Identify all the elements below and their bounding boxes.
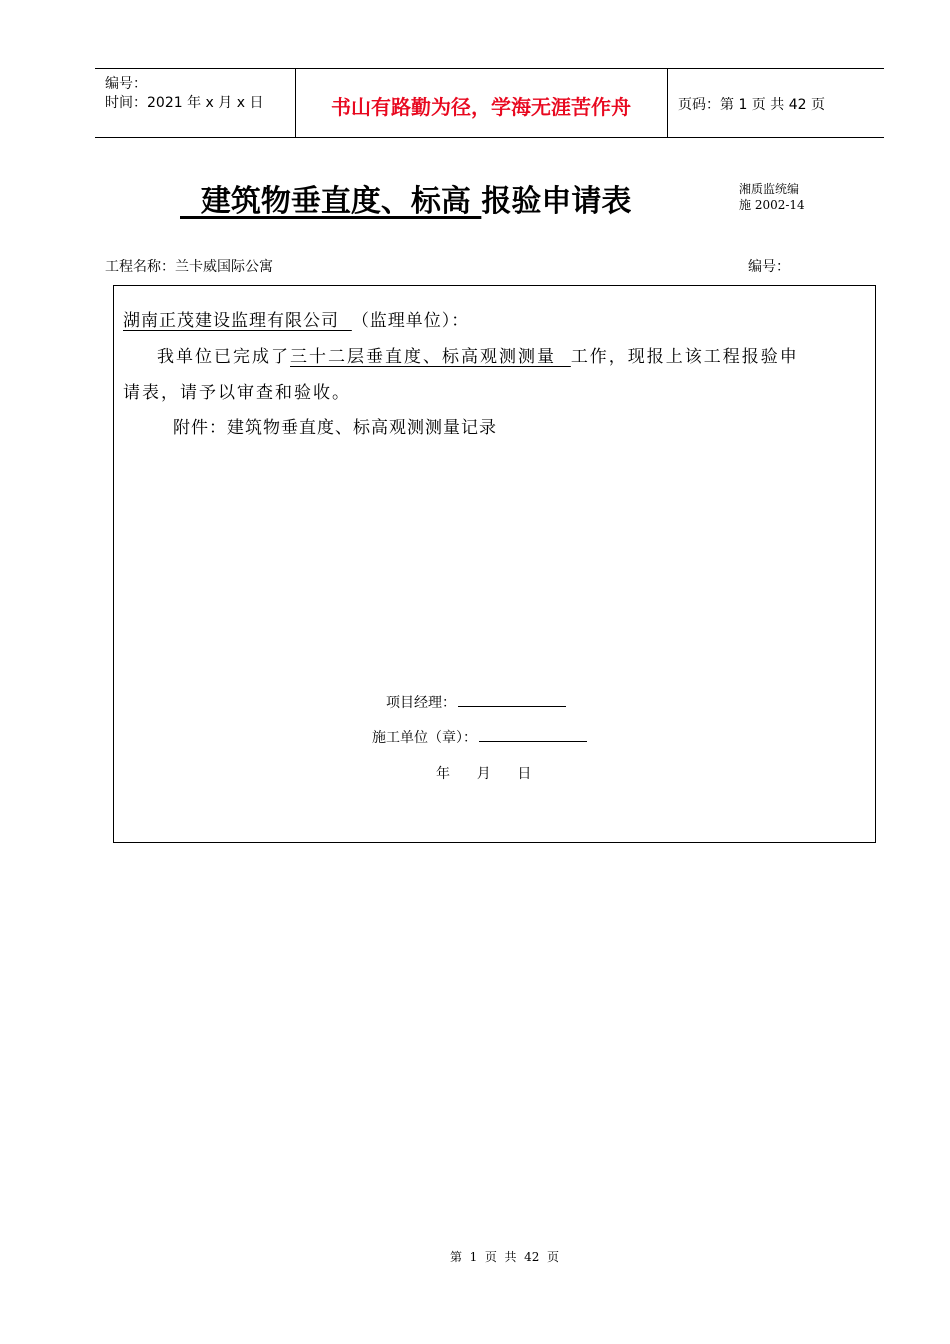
para-end: 工作，现报上该工程报验申 [570, 347, 799, 367]
page-footer: 第 1 页 共 42 页 [450, 1250, 560, 1264]
attachment-line: 附件：建筑物垂直度、标高观测测量记录 [173, 418, 497, 438]
construction-unit-signature [372, 727, 587, 747]
completion-paragraph [157, 342, 799, 367]
unit-signature-line [479, 727, 587, 742]
completion-paragraph-line2: 请表，请予以审查和验收。 [123, 383, 351, 403]
project-manager-signature [386, 692, 566, 712]
form-code-line2: 施 2002-14 [739, 198, 805, 212]
motto-text: 书山有路勤为径，学海无涯苦作舟 [331, 95, 631, 119]
project-name: 工程名称：兰卡威国际公寓 [105, 259, 273, 275]
form-title-rest: 报验申请表 [481, 184, 632, 219]
recipient-name: 湖南正茂建设监理有限公司 [123, 311, 352, 331]
doc-number-label: 编号： [105, 76, 147, 92]
form-code-line1: 湘质监统编 [739, 182, 800, 196]
unit-label: 施工单位（章）： [372, 730, 477, 746]
manager-signature-line [458, 692, 566, 707]
form-title-underlined: 建筑物垂直度、标高 [180, 184, 482, 219]
header-motto-cell [295, 69, 668, 137]
page-info: 页码：第 1 页 共 42 页 [678, 97, 825, 113]
manager-label: 项目经理： [386, 695, 456, 711]
application-content-box [113, 285, 876, 843]
header-left-cell [95, 69, 296, 137]
time-label: 时间：2021 年 x 月 x 日 [105, 95, 264, 111]
recipient-line [123, 306, 469, 331]
document-header [95, 68, 884, 138]
para-start: 我单位已完成了 [157, 347, 290, 367]
recipient-suffix: （监理单位）： [351, 311, 470, 331]
work-item: 三十二层垂直度、标高观测测量 [290, 347, 571, 367]
form-number-label: 编号： [748, 259, 790, 275]
header-page-cell [668, 69, 884, 137]
form-code [739, 181, 805, 213]
signature-date: 年 月 日 [436, 766, 532, 782]
form-title [180, 176, 631, 220]
